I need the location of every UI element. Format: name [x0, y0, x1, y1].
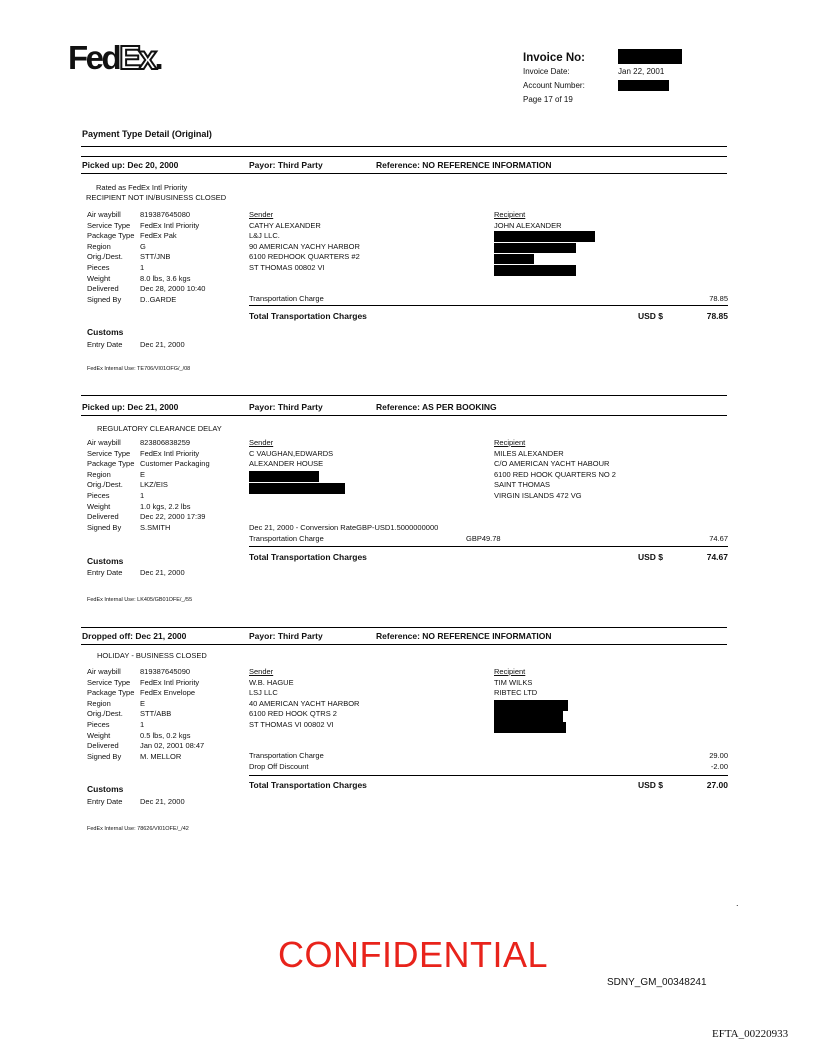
recipient-block: Recipient TIM WILKS RIBTEC LTD: [494, 667, 538, 698]
entry-date-value: Dec 21, 2000: [140, 797, 185, 806]
total-label: Total Transportation Charges: [249, 552, 367, 562]
total-amount: 78.85: [706, 311, 728, 321]
redacted-address: [494, 722, 566, 733]
total-label: Total Transportation Charges: [249, 780, 367, 790]
charge-label: Transportation Charge: [249, 751, 324, 760]
entry-date-value: Dec 21, 2000: [140, 340, 185, 349]
entry-date-label: Entry Date: [87, 340, 123, 349]
shipment-payor: Payor: Third Party: [249, 160, 323, 170]
account-number-label: Account Number:: [523, 81, 585, 90]
redacted-address: [249, 471, 319, 482]
internal-use-code: FedEx Internal Use: TE706/VI01OFG/_/08: [87, 366, 191, 372]
confidential-stamp: CONFIDENTIAL: [278, 934, 549, 975]
shipment-labels: Air waybill Service Type Package Type Region Orig./Dest. Pieces Weight Delivered Signed By: [87, 438, 135, 532]
recipient-block: Recipient MILES ALEXANDER C/O AMERICAN YACHT HABOUR 6100 RED HOOK QUARTERS NO 2 SAINT THOMAS VIRGIN ISLANDS 472 VG: [494, 438, 616, 500]
shipment-reference: Reference: NO REFERENCE INFORMATION: [376, 631, 552, 641]
shipment-values: 819387645090 FedEx Intl Priority FedEx Envelope E STT/ABB 1 0.5 lbs, 0.2 kgs Jan 02, 2001 08:47 M. MELLOR: [140, 667, 205, 761]
charge-foreign-amount: GBP49.78: [466, 534, 501, 543]
fedex-logo: FedEx.: [68, 39, 162, 76]
shipment-top-rule: [81, 395, 727, 396]
bates-number: SDNY_GM_00348241: [607, 977, 707, 988]
shipment-reference: Reference: AS PER BOOKING: [376, 402, 497, 412]
stray-dot: .: [736, 898, 739, 908]
shipment-header-rule: [81, 173, 727, 174]
shipment-labels: Air waybill Service Type Package Type Region Orig./Dest. Pieces Weight Delivered Signed By: [87, 667, 135, 761]
redacted-address: [494, 711, 563, 722]
redacted-address: [494, 254, 534, 264]
redacted-address: [494, 243, 576, 253]
currency-label: USD $: [638, 780, 664, 790]
internal-use-code: FedEx Internal Use: 78626/VI01OFE/_/42: [87, 826, 189, 832]
internal-use-code: FedEx Internal Use: LK405/GB01OFE/_/55: [87, 597, 193, 603]
entry-date-label: Entry Date: [87, 568, 123, 577]
page-indicator: Page 17 of 19: [523, 95, 573, 104]
invoice-date-label: Invoice Date:: [523, 67, 570, 76]
charge-amount: 29.00: [709, 751, 728, 760]
shipment-pickup-date: Picked up: Dec 20, 2000: [82, 160, 179, 170]
sender-block: Sender C VAUGHAN,EDWARDS ALEXANDER HOUSE: [249, 438, 334, 469]
efta-number: EFTA_00220933: [712, 1028, 789, 1040]
shipment-note: Rated as FedEx Intl Priority: [96, 183, 188, 192]
charge-label: Transportation Charge: [249, 294, 324, 303]
shipment-labels: Air waybill Service Type Package Type Region Orig./Dest. Pieces Weight Delivered Signed By: [87, 210, 135, 304]
redacted-address: [249, 483, 345, 494]
section-title: Payment Type Detail (Original): [82, 129, 212, 139]
charges-rule: [249, 305, 728, 306]
charge-label: Drop Off Discount: [249, 762, 309, 771]
currency-label: USD $: [638, 311, 664, 321]
invoice-date-value: Jan 22, 2001: [618, 67, 665, 76]
invoice-number-label: Invoice No:: [523, 52, 585, 64]
shipment-top-rule: [81, 627, 727, 628]
shipment-note: RECIPIENT NOT IN/BUSINESS CLOSED: [86, 193, 227, 202]
shipment-payor: Payor: Third Party: [249, 631, 323, 641]
charge-label: Transportation Charge: [249, 534, 324, 543]
recipient-block: Recipient JOHN ALEXANDER: [494, 210, 562, 230]
charge-amount: 78.85: [709, 294, 728, 303]
redacted-address: [494, 231, 595, 242]
entry-date-label: Entry Date: [87, 797, 123, 806]
conversion-rate: Dec 21, 2000 - Conversion RateGBP-USD1.5000000000: [249, 523, 439, 532]
redacted-address: [494, 700, 568, 711]
total-label: Total Transportation Charges: [249, 311, 367, 321]
entry-date-value: Dec 21, 2000: [140, 568, 185, 577]
redacted-account-number: [618, 80, 669, 91]
charges-rule: [249, 775, 728, 776]
shipment-pickup-date: Dropped off: Dec 21, 2000: [82, 631, 187, 641]
customs-heading: Customs: [87, 784, 124, 794]
shipment-values: 819387645080 FedEx Intl Priority FedEx Pak G STT/JNB 1 8.0 lbs, 3.6 kgs Dec 28, 2000 10:40 D..GARDE: [140, 210, 206, 304]
customs-heading: Customs: [87, 556, 124, 566]
redacted-invoice-number: [618, 49, 682, 64]
sender-block: Sender CATHY ALEXANDER L&J LLC. 90 AMERICAN YACHY HARBOR 6100 REDHOOK QUARTERS #2 ST THOMAS 00802 VI: [249, 210, 360, 272]
shipment-values: 823806838259 FedEx Intl Priority Customer Packaging E LKZ/EIS 1 1.0 kgs, 2.2 lbs Dec 22, 2000 17:39 S.SMITH: [140, 438, 210, 532]
shipment-reference: Reference: NO REFERENCE INFORMATION: [376, 160, 552, 170]
customs-heading: Customs: [87, 327, 124, 337]
charges-rule: [249, 546, 728, 547]
shipment-top-rule: [81, 156, 727, 157]
total-amount: 74.67: [706, 552, 728, 562]
currency-label: USD $: [638, 552, 664, 562]
sender-block: Sender W.B. HAGUE LSJ LLC 40 AMERICAN YACHT HARBOR 6100 RED HOOK QTRS 2 ST THOMAS VI 00802 VI: [249, 667, 360, 729]
shipment-header-rule: [81, 415, 727, 416]
shipment-note: REGULATORY CLEARANCE DELAY: [97, 424, 222, 433]
charge-amount: -2.00: [710, 762, 728, 771]
shipment-pickup-date: Picked up: Dec 21, 2000: [82, 402, 179, 412]
charge-amount: 74.67: [709, 534, 728, 543]
shipment-header-rule: [81, 644, 727, 645]
redacted-address: [494, 265, 576, 276]
total-amount: 27.00: [706, 780, 728, 790]
section-divider: [81, 146, 727, 147]
shipment-note: HOLIDAY - BUSINESS CLOSED: [97, 651, 207, 660]
shipment-payor: Payor: Third Party: [249, 402, 323, 412]
